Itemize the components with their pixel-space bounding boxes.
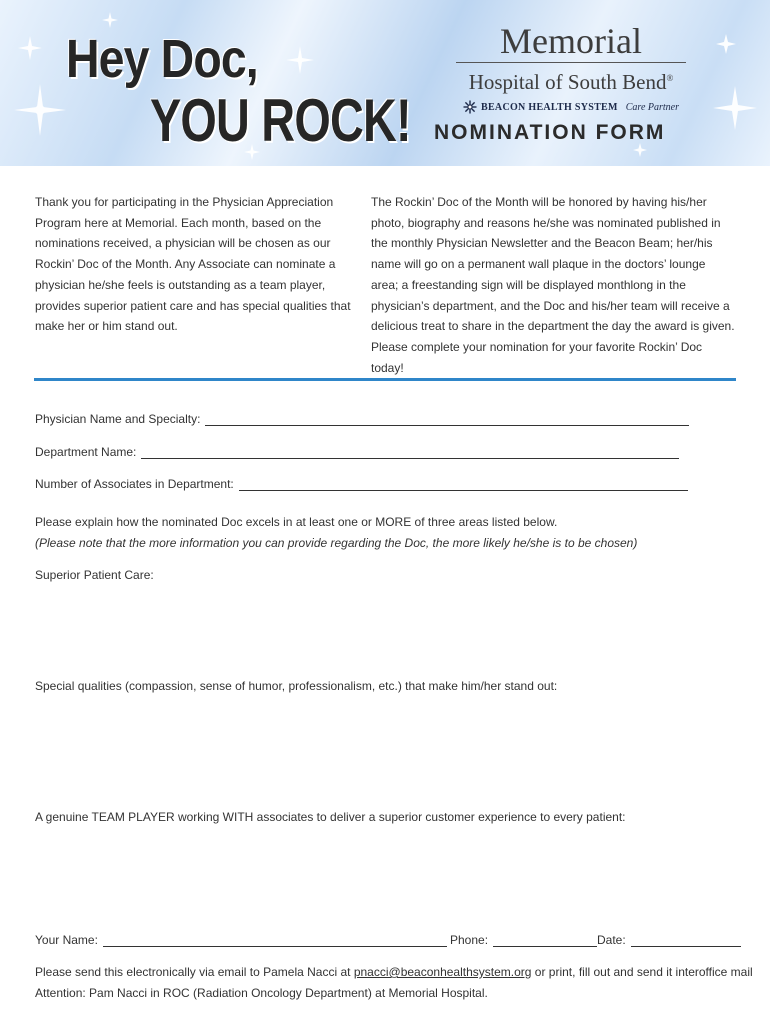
physician-name-input-line[interactable] xyxy=(205,413,689,426)
intro-right-column xyxy=(371,192,736,378)
associates-count-field xyxy=(35,477,688,491)
date-field xyxy=(597,933,741,947)
patient-care-label: Superior Patient Care: xyxy=(35,568,154,582)
intro-right-paragraph: The Rockin’ Doc of the Month will be honored by having his/her photo, biography and reasons he/she was nominated published in the monthly Physician Newsletter and the Beacon Beam; her/his name will go on a permanent wall plaque in the doctors’ lounge area; a freestanding sign will be displayed monthlong in the physician’s department, and the Doc and his/her team will receive a delicious treat to share in the department the day the award is given. Please complete your nomination for your favorite Rockin’ Doc today! xyxy=(371,195,735,375)
sparkle-icon xyxy=(286,46,314,74)
associates-count-input-line[interactable] xyxy=(239,478,688,491)
send-prefix-text: Please send this electronically via email to Pamela Nacci at xyxy=(35,965,351,979)
logo-name: Memorial xyxy=(500,21,642,61)
phone-label: Phone: xyxy=(450,933,489,947)
date-input-line[interactable] xyxy=(631,934,741,947)
sparkle-icon xyxy=(633,143,647,157)
your-name-input-line[interactable] xyxy=(103,934,447,947)
beacon-health-line xyxy=(456,100,686,114)
form-title: NOMINATION FORM xyxy=(434,121,666,144)
header-banner xyxy=(0,0,770,166)
beacon-star-icon xyxy=(463,100,477,114)
phone-input-line[interactable] xyxy=(493,934,597,947)
beacon-system-name: BEACON HEALTH SYSTEM xyxy=(480,101,618,113)
intro-left-paragraph: Thank you for participating in the Physician Appreciation Program here at Memorial. Each month, based on the nominations received, a physician will be chosen as our Rockin’ Doc of the Month. Any Associate can nominate a physician he/she feels is outstanding as a team player, provides superior patient care and has special qualities that make her or him stand out. xyxy=(35,195,351,334)
care-partner-tagline: Care Partner xyxy=(625,101,680,113)
intro-left-column xyxy=(35,192,357,337)
section-divider xyxy=(34,378,736,381)
patient-care-answer-area[interactable] xyxy=(35,588,737,672)
phone-field xyxy=(450,933,597,947)
team-player-label: A genuine TEAM PLAYER working WITH associates to deliver a superior customer experience to every patient: xyxy=(35,810,626,824)
date-label: Date: xyxy=(597,933,626,947)
sparkle-icon xyxy=(102,12,118,28)
attention-line: Attention: Pam Nacci in ROC (Radiation Oncology Department) at Memorial Hospital. xyxy=(35,986,488,1000)
sparkle-icon xyxy=(713,86,757,130)
submission-instructions xyxy=(35,965,753,979)
sparkle-icon xyxy=(18,36,42,60)
department-label: Department Name: xyxy=(35,445,137,459)
associates-count-label: Number of Associates in Department: xyxy=(35,477,234,491)
special-qualities-answer-area[interactable] xyxy=(35,700,737,800)
team-player-answer-area[interactable] xyxy=(35,832,737,924)
your-name-field xyxy=(35,933,447,947)
send-suffix-text: or print, fill out and send it interoffice mail xyxy=(534,965,753,979)
physician-name-label: Physician Name and Specialty: xyxy=(35,412,201,426)
sparkle-icon xyxy=(14,84,66,136)
department-input-line[interactable] xyxy=(141,446,679,459)
your-name-label: Your Name: xyxy=(35,933,98,947)
department-field xyxy=(35,445,679,459)
physician-name-field xyxy=(35,412,689,426)
instructions-note: (Please note that the more information you can provide regarding the Doc, the more likely he/she is to be chosen) xyxy=(35,536,638,550)
hospital-logo xyxy=(456,22,686,114)
logo-subtitle: Hospital of South Bend® xyxy=(468,70,674,94)
headline-hey-doc: Hey Doc, xyxy=(66,29,258,89)
logo-rule xyxy=(456,62,686,63)
special-qualities-label: Special qualities (compassion, sense of humor, professionalism, etc.) that make him/her stand out: xyxy=(35,679,558,693)
email-link[interactable]: pnacci@beaconhealthsystem.org xyxy=(353,965,532,979)
instructions-text: Please explain how the nominated Doc excels in at least one or MORE of three areas listed below. xyxy=(35,515,558,529)
headline-you-rock: YOU ROCK! xyxy=(150,87,411,154)
sparkle-icon xyxy=(716,34,736,54)
